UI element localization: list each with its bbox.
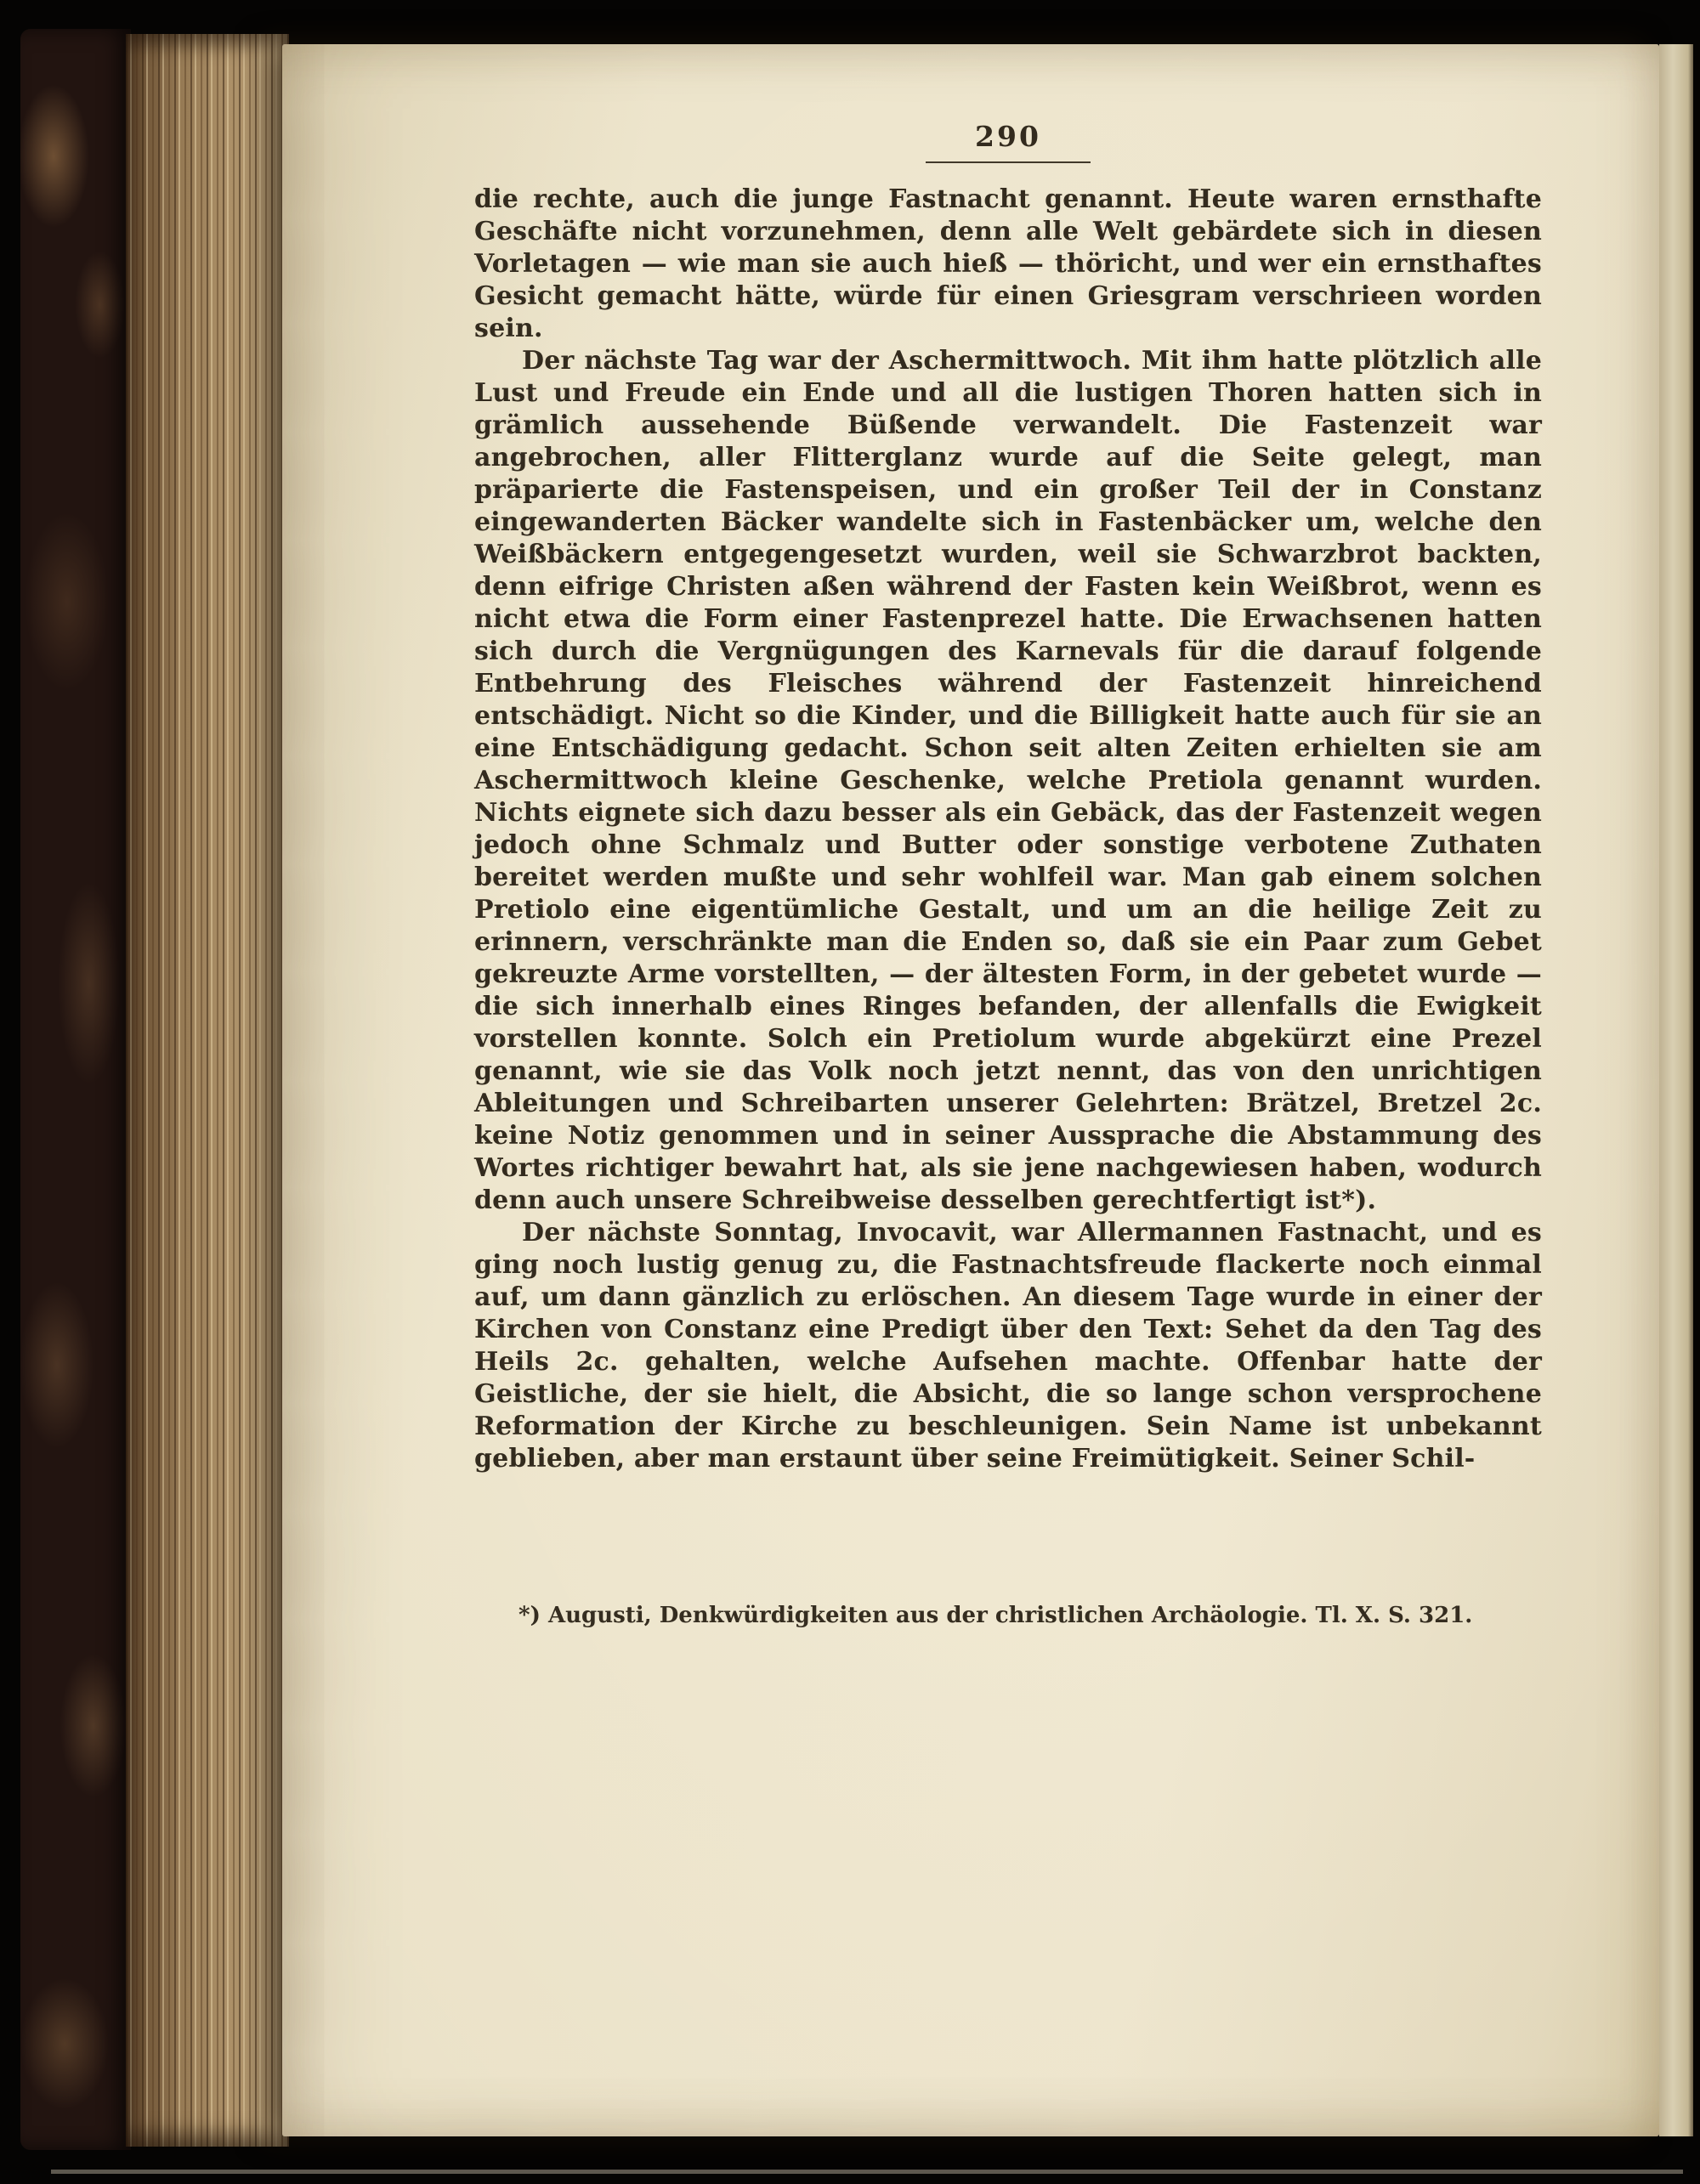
- book-page: [282, 44, 1659, 2136]
- page-number: 290: [926, 121, 1091, 163]
- footnote: *) Augusti, Denkwürdigkeiten aus der christlichen Archäologie. Tl. X. S. 321.: [518, 1603, 1473, 1628]
- page-content: [474, 121, 1542, 1475]
- page-edge-stack: [126, 34, 289, 2147]
- paragraph-invocavit: Der nächste Sonntag, Invocavit, war Allermannen Fastnacht, und es ging noch lustig genug zu, die Fastnachtsfreude flackerte noch einmal auf, um dann gänzlich zu erlöschen. An diesem Tage wurde in einer der Kirchen von Constanz eine Predigt über den Text: Sehet da den Tag des Heils 2c. gehalten, welche Aufsehen machte. Offenbar hatte der Geistliche, der sie hielt, die Absicht, die so lange schon versprochene Reformation der Kirche zu beschleunigen. Sein Name ist unbekannt geblieben, aber man erstaunt über seine Freimütigkeit. Seiner Schil-: [474, 1218, 1542, 1474]
- book-spine: [20, 29, 131, 2150]
- paragraph-aschermittwoch: Der nächste Tag war der Aschermittwoch. Mit ihm hatte plötzlich alle Lust und Freude ein Ende und all die lustigen Thoren hatten sich in grämlich aussehende Büßende verwandelt. Die Fastenzeit war angebrochen, aller Flitterglanz wurde auf die Seite gelegt, man präparierte die Fastenspeisen, und ein großer Teil der in Constanz eingewanderten Bäcker wandelte sich in Fastenbäcker um, welche den Weißbäckern entgegengesetzt wurden, weil sie Schwarzbrot backten, denn eifrige Christen aßen während der Fasten kein Weißbrot, wenn es nicht etwa die Form einer Fastenprezel hatte. Die Erwachsenen hatten sich durch die Vergnügungen des Karnevals für die darauf folgende Entbehrung des Fleisches während der Fastenzeit hinreichend entschädigt. Nicht so die Kinder, und die Billigkeit hatte auch für sie an eine Entschädigung gedacht. Schon seit alten Zeiten erhielten sie am Aschermittwoch kleine Geschenke, welche Pretiola genannt wurden. Nichts eignete sich dazu besser als ein Gebäck, das der Fastenzeit wegen jedoch ohne Schmalz und Butter oder sonstige verbotene Zuthaten bereitet werden mußte und sehr wohlfeil war. Man gab einem solchen Pretiolo eine eigentümliche Gestalt, und um an die heilige Zeit zu erinnern, verschränkte man die Enden so, daß sie ein Paar zum Gebet gekreuzte Arme vorstellten, — der ältesten Form, in der gebetet wurde — die sich innerhalb eines Ringes befanden, der allenfalls die Ewigkeit vorstellen konnte. Solch ein Pretiolum wurde abgekürzt eine Prezel genannt, wie sie das Volk noch jetzt nennt, das von den unrichtigen Ableitungen und Schreibarten unserer Gelehrten: Brätzel, Bretzel 2c. keine Notiz genommen und in seiner Aussprache die Abstammung des Wortes richtiger bewahrt hat, als sie jene nachgewiesen haben, wodurch denn auch unsere Schreibweise desselben gerechtfertigt ist*).: [474, 346, 1542, 1215]
- scanner-edge-line: [51, 2170, 1683, 2174]
- paragraph-continuation: die rechte, auch die junge Fastnacht genannt. Heute waren ernsthafte Geschäfte nicht vorzunehmen, denn alle Welt gebärdete sich in diesen Vorletagen — wie man sie auch hieß — thöricht, und wer ein ernsthaftes Gesicht gemacht hätte, würde für einen Griesgram verschrieen worden sein.: [474, 184, 1542, 343]
- page-number-wrap: [474, 121, 1542, 163]
- adjacent-page-edge: [1659, 44, 1693, 2136]
